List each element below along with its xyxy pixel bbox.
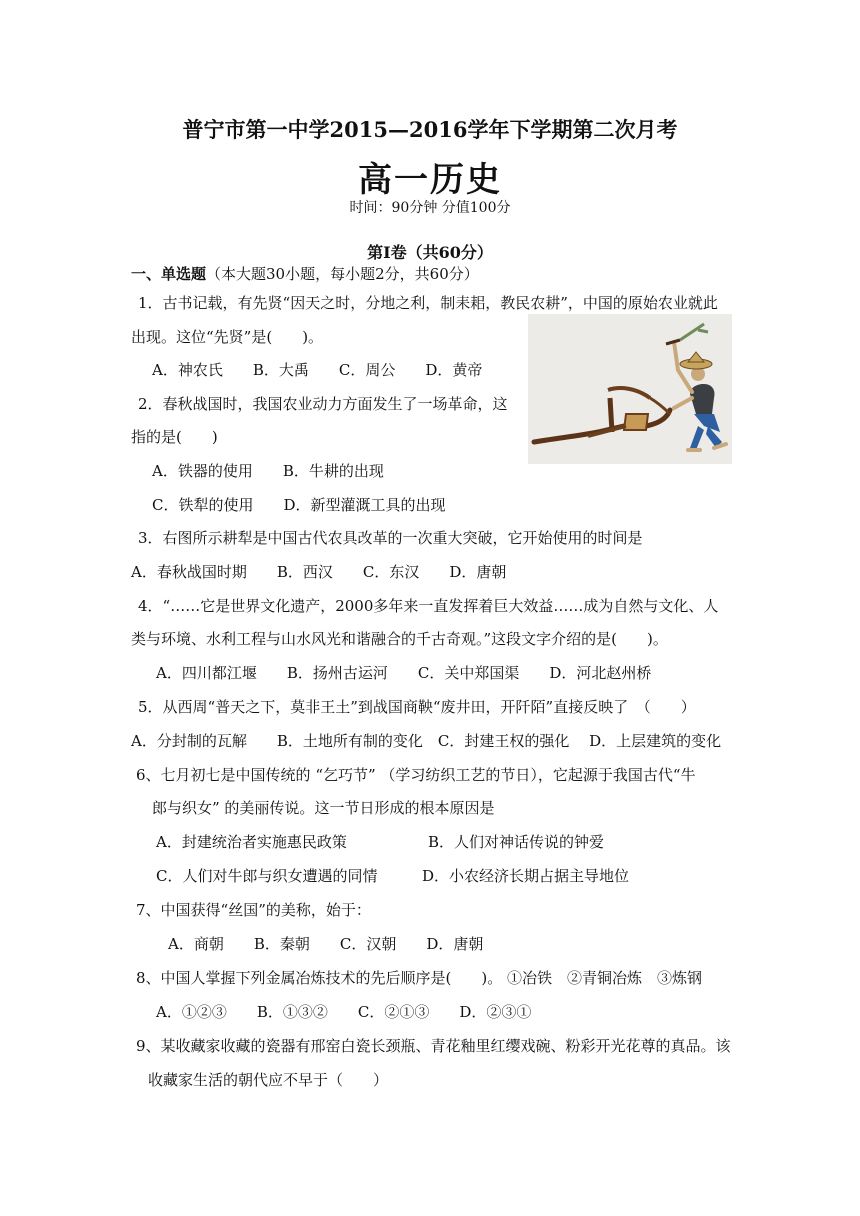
plow-farmer-illustration [528, 314, 732, 464]
question-5-options: A．分封制的瓦解 B．土地所有制的变化 C．封建王权的强化 D．上层建筑的变化 [131, 732, 722, 750]
exam-school-title: 普宁市第一中学2015—2016学年下学期第二次月考 [182, 117, 678, 142]
question-6-option-a: A．封建统治者实施惠民政策 [156, 833, 347, 851]
plow-farmer-icon [528, 314, 732, 464]
part-label: 一、单选题 [131, 265, 207, 283]
question-4-stem-2: 类与环境、水利工程与山水风光和谐融合的千古奇观。”这段文字介绍的是( )。 [131, 630, 668, 648]
section-heading: 第Ⅰ卷（共60分） [367, 243, 493, 262]
question-2-stem-2: 指的是( ) [131, 428, 218, 446]
question-1-stem-1: 1．古书记载，有先贤“因天之时，分地之利，制耒耜，教民农耕”，中国的原始农业就此 [138, 294, 718, 312]
question-6-stem-2: 郎与织女” 的美丽传说。这一节日形成的根本原因是 [152, 799, 495, 817]
question-6-option-d: D．小农经济长期占据主导地位 [422, 867, 630, 885]
question-7-stem: 7、中国获得“丝国”的美称，始于： [136, 901, 371, 919]
question-6-option-b: B．人们对神话传说的钟爱 [428, 833, 605, 851]
question-6-option-c: C．人们对牛郎与织女遭遇的同情 [156, 867, 378, 885]
question-3-options: A．春秋战国时期 B．西汉 C．东汉 D．唐朝 [131, 563, 507, 581]
part-note: （本大题30小题，每小题2分，共60分） [206, 265, 479, 283]
question-4-stem-1: 4．“……它是世界文化遗产，2000多年来一直发挥着巨大效益……成为自然与文化、人 [138, 597, 719, 615]
question-2-options-2: C．铁犁的使用 D．新型灌溉工具的出现 [152, 496, 446, 514]
question-1-options: A．神农氏 B．大禹 C．周公 D．黄帝 [152, 361, 483, 379]
question-5-stem: 5．从西周“普天之下，莫非王土”到战国商鞅“废井田，开阡陌”直接反映了 （ ） [138, 698, 696, 716]
exam-subject-title: 高一历史 [358, 160, 502, 200]
question-1-stem-2: 出现。这位“先贤”是( )。 [131, 328, 324, 346]
question-8-stem: 8、中国人掌握下列金属冶炼技术的先后顺序是( )。 ①冶铁 ②青铜冶炼 ③炼钢 [136, 969, 703, 987]
question-7-options: A．商朝 B．秦朝 C．汉朝 D．唐朝 [168, 935, 484, 953]
question-4-options: A．四川都江堰 B．扬州古运河 C．关中郑国渠 D．河北赵州桥 [156, 664, 652, 682]
exam-time-score: 时间：90分钟 分值100分 [349, 200, 511, 216]
question-8-options: A．①②③ B．①③② C．②①③ D．②③① [156, 1003, 532, 1021]
question-3-stem: 3．右图所示耕犁是中国古代农具改革的一次重大突破，它开始使用的时间是 [138, 529, 643, 547]
question-9-stem-2: 收藏家生活的朝代应不早于（ ） [148, 1071, 389, 1089]
question-6-stem-1: 6、七月初七是中国传统的 “乞巧节” （学习纺织工艺的节日），它起源于我国古代“牛 [136, 766, 696, 784]
part-heading [131, 264, 479, 284]
question-9-stem-1: 9、某收藏家收藏的瓷器有邢窑白瓷长颈瓶、青花釉里红缨戏碗、粉彩开光花尊的真品。该 [136, 1037, 731, 1055]
question-2-stem-1: 2．春秋战国时，我国农业动力方面发生了一场革命，这 [138, 395, 508, 413]
question-2-options-1: A．铁器的使用 B．牛耕的出现 [152, 462, 384, 480]
